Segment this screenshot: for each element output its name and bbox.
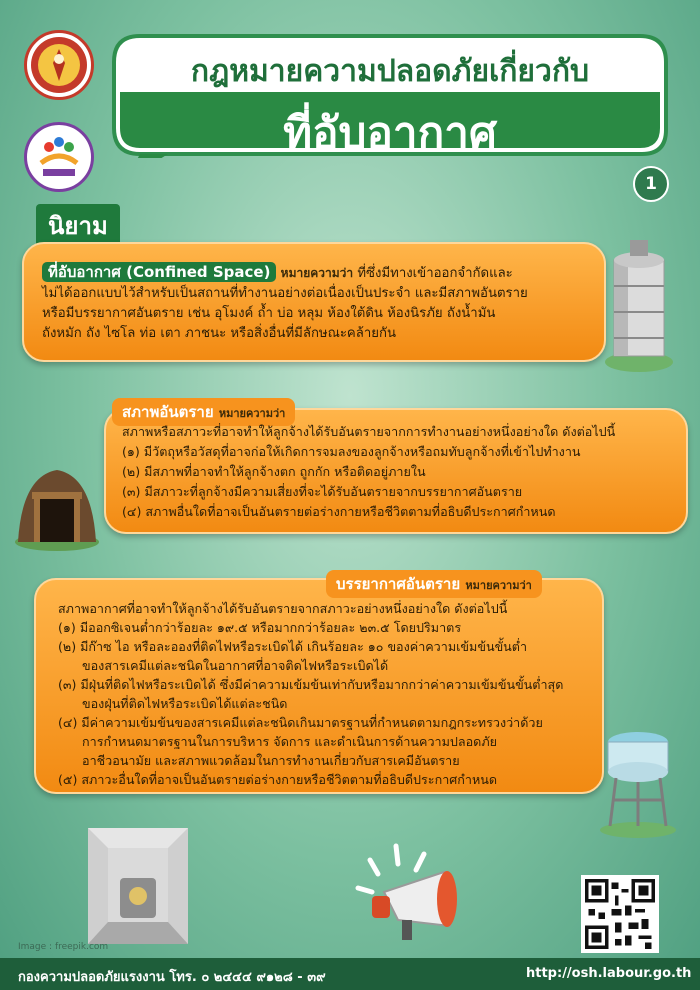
- silo-illustration: [600, 236, 678, 374]
- hazard-item-1: (๑) มีวัตถุหรือวัสดุที่อาจก่อให้เกิดการจมลงของลูกจ้างหรือถมทับลูกจ้างที่เข้าไปทำงาน: [122, 444, 581, 459]
- atmosphere-line-8: อาชีวอนามัย และสภาพแวดล้อมในการทำงานเกี่ยวกับสารเคมีอันตราย: [82, 753, 460, 768]
- mine-illustration: [12, 456, 102, 552]
- qr-code[interactable]: [581, 875, 659, 953]
- atmosphere-text: [58, 599, 598, 789]
- footer-url[interactable]: http://osh.labour.go.th: [526, 966, 692, 981]
- hazard-label: สภาพอันตราย: [122, 403, 214, 421]
- atmosphere-line-7: การกำหนดมาตรฐานในการบริหาร จัดการ และดำเนินการด้านความปลอดภัย: [82, 734, 498, 749]
- footer-contact: กองความปลอดภัยแรงงาน โทร. ๐ ๒๔๔๔ ๙๑๒๘ - ๓๙: [18, 970, 326, 985]
- atmosphere-label: บรรยากาศอันตราย: [336, 575, 461, 593]
- hazard-item-3: (๓) มีสภาวะที่ลูกจ้างมีความเสี่ยงที่จะได้รับอันตรายจากบรรยากาศอันตราย: [122, 484, 523, 499]
- atmosphere-line-1: (๑) มีออกซิเจนต่ำกว่าร้อยละ ๑๙.๕ หรือมากกว่าร้อยละ ๒๓.๕ โดยปริมาตร: [58, 620, 462, 635]
- confined-space-meaning: หมายความว่า: [280, 266, 354, 280]
- confined-line-1: ที่ซึ่งมีทางเข้าออกจำกัดและ: [357, 266, 513, 281]
- title-line-2: ที่อับอากาศ: [283, 108, 497, 159]
- hazard-meaning: หมายความว่า: [218, 407, 286, 420]
- megaphone-icon: [340, 836, 470, 946]
- hazard-intro: สภาพหรือสภาวะที่อาจทำให้ลูกจ้างได้รับอันตรายจากการทำงานอย่างหนึ่งอย่างใด ดังต่อไปนี้: [122, 424, 616, 439]
- confined-space-term: ที่อับอากาศ (Confined Space): [42, 262, 276, 282]
- hazard-item-4: (๔) สภาพอื่นใดที่อาจเป็นอันตรายต่อร่างกายหรือชีวิตตามที่อธิบดีประกาศกำหนด: [122, 504, 556, 519]
- vault-illustration: [86, 826, 190, 946]
- hazard-text: [122, 422, 682, 522]
- title-banner: [110, 30, 670, 158]
- atmosphere-label-box: [326, 570, 542, 598]
- confined-space-text: [42, 262, 597, 344]
- footer-bar: [0, 958, 700, 990]
- section-heading: นิยาม: [36, 204, 120, 247]
- safety-thailand-logo: [24, 122, 94, 192]
- hazard-item-2: (๒) มีสภาพที่อาจทำให้ลูกจ้างตก ถูกกัก หรือติดอยู่ภายใน: [122, 464, 426, 479]
- atmosphere-line-9: (๕) สภาวะอื่นใดที่อาจเป็นอันตรายต่อร่างกายหรือชีวิตตามที่อธิบดีประกาศกำหนด: [58, 772, 498, 787]
- atmosphere-line-6: (๔) มีค่าความเข้มข้นของสารเคมีแต่ละชนิดเกินมาตรฐานที่กำหนดตามกฎกระทรวงว่าด้วย: [58, 715, 543, 730]
- atmosphere-line-4: (๓) มีฝุ่นที่ติดไฟหรือระเบิดได้ ซึ่งมีค่าความเข้มข้นเท่ากับหรือมากกว่าค่าความเข้มข้นขั้นต่ำสุด: [58, 677, 564, 692]
- atmosphere-line-2: (๒) มีก๊าซ ไอ หรือละอองที่ติดไฟหรือระเบิดได้ เกินร้อยละ ๑๐ ของค่าความเข้มข้นขั้นต่ำ: [58, 639, 528, 654]
- confined-line-3: หรือมีบรรยากาศอันตราย เช่น อุโมงค์ ถ้ำ บ่อ หลุม ห้องใต้ดิน ห้องนิรภัย ถังน้ำมัน: [42, 306, 496, 321]
- atmosphere-intro: สภาพอากาศที่อาจทำให้ลูกจ้างได้รับอันตรายจากสภาวะอย่างหนึ่งอย่างใด ดังต่อไปนี้: [58, 601, 508, 616]
- confined-line-2: ไม่ได้ออกแบบไว้สำหรับเป็นสถานที่ทำงานอย่างต่อเนื่องเป็นประจำ และมีสภาพอันตราย: [42, 286, 528, 301]
- ministry-logo: [24, 30, 94, 100]
- water-tower-illustration: [596, 720, 680, 840]
- title-line-1: กฎหมายความปลอดภัยเกี่ยวกับ: [190, 54, 590, 89]
- confined-line-4: ถังหมัก ถัง ไซโล ท่อ เตา ภาชนะ หรือสิ่งอื่นที่มีลักษณะคล้ายกัน: [42, 326, 396, 341]
- atmosphere-line-3: ของสารเคมีแต่ละชนิดในอากาศที่อาจติดไฟหรือระเบิดได้: [82, 658, 389, 673]
- image-credit: Image : freepik.com: [18, 942, 109, 952]
- atmosphere-meaning: หมายความว่า: [465, 579, 532, 592]
- page-number: 1: [633, 166, 669, 202]
- atmosphere-line-5: ของฝุ่นที่ติดไฟหรือระเบิดได้แต่ละชนิด: [82, 696, 288, 711]
